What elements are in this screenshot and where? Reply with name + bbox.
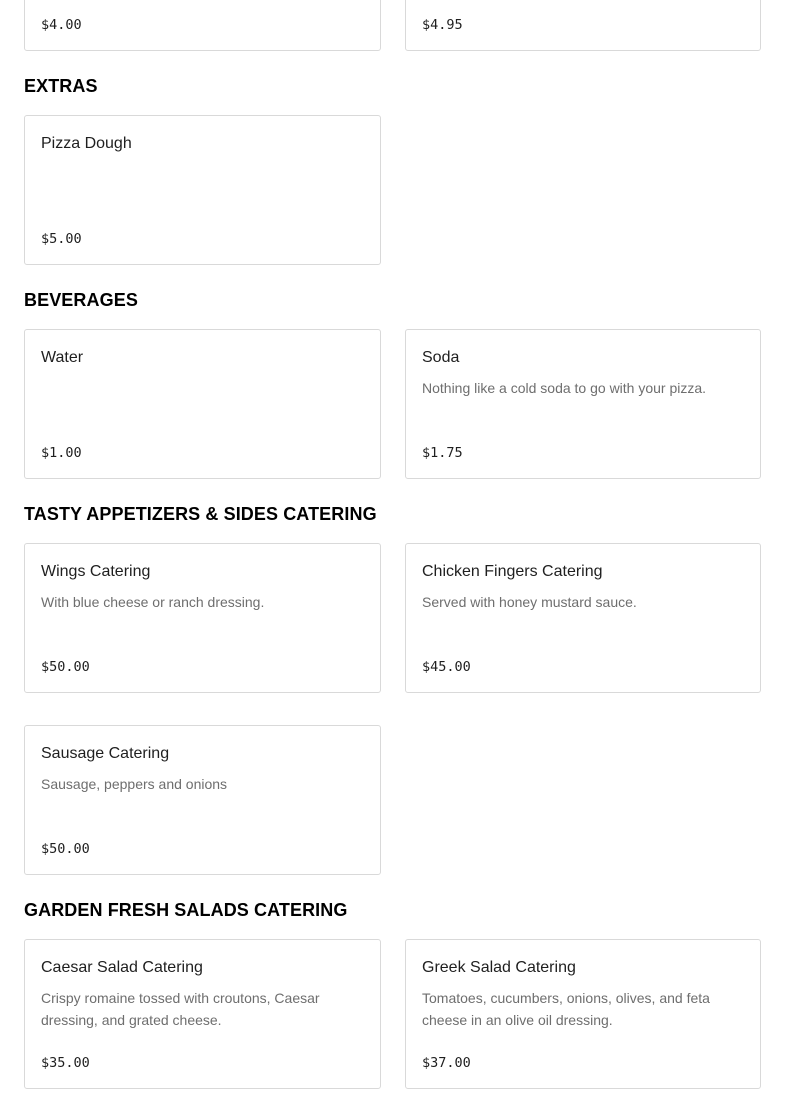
menu-item-card-water[interactable] xyxy=(24,329,381,479)
section-heading-appetizers: TASTY APPETIZERS & SIDES CATERING xyxy=(24,504,377,524)
menu-item-card-sausage-catering[interactable] xyxy=(24,725,381,875)
item-price: $5.00 xyxy=(41,231,82,247)
item-description: Crispy romaine tossed with croutons, Caesar dressing, and grated cheese. xyxy=(41,990,320,1028)
item-name: Pizza Dough xyxy=(41,135,132,152)
menu-item-card-wings-catering[interactable] xyxy=(24,543,381,693)
item-description: With blue cheese or ranch dressing. xyxy=(41,594,265,610)
item-price: $4.00 xyxy=(41,17,82,33)
item-price: $35.00 xyxy=(41,1055,90,1071)
item-price: $45.00 xyxy=(422,659,471,675)
menu-item-card-soda[interactable] xyxy=(405,329,761,479)
item-description: Served with honey mustard sauce. xyxy=(422,594,637,610)
item-description: Sausage, peppers and onions xyxy=(41,776,228,792)
item-description: Nothing like a cold soda to go with your pizza. xyxy=(422,380,707,396)
menu-item-card-chicken-fingers-catering[interactable] xyxy=(405,543,761,693)
item-price: $4.95 xyxy=(422,17,463,33)
item-price: $37.00 xyxy=(422,1055,471,1071)
item-name: Water xyxy=(41,349,84,366)
item-name: Chicken Fingers Catering xyxy=(422,563,603,580)
item-price: $50.00 xyxy=(41,659,90,675)
item-price: $1.75 xyxy=(422,445,463,461)
menu-item-card-caesar-salad-catering[interactable] xyxy=(24,939,381,1089)
item-price: $1.00 xyxy=(41,445,82,461)
item-name: Caesar Salad Catering xyxy=(41,959,203,976)
menu-item-card[interactable] xyxy=(24,0,381,51)
menu-item-card-pizza-dough[interactable] xyxy=(24,115,381,265)
section-heading-salads: GARDEN FRESH SALADS CATERING xyxy=(24,900,348,920)
section-heading-extras: EXTRAS xyxy=(24,76,98,96)
item-name: Soda xyxy=(422,349,460,366)
menu-item-card-greek-salad-catering[interactable] xyxy=(405,939,761,1089)
item-price: $50.00 xyxy=(41,841,90,857)
item-name: Greek Salad Catering xyxy=(422,959,576,976)
item-description: Tomatoes, cucumbers, onions, olives, and feta cheese in an olive oil dressing. xyxy=(422,990,710,1028)
section-heading-beverages: BEVERAGES xyxy=(24,290,138,310)
item-name: Wings Catering xyxy=(41,563,151,580)
item-name: Sausage Catering xyxy=(41,745,170,762)
menu-item-card[interactable] xyxy=(405,0,761,51)
